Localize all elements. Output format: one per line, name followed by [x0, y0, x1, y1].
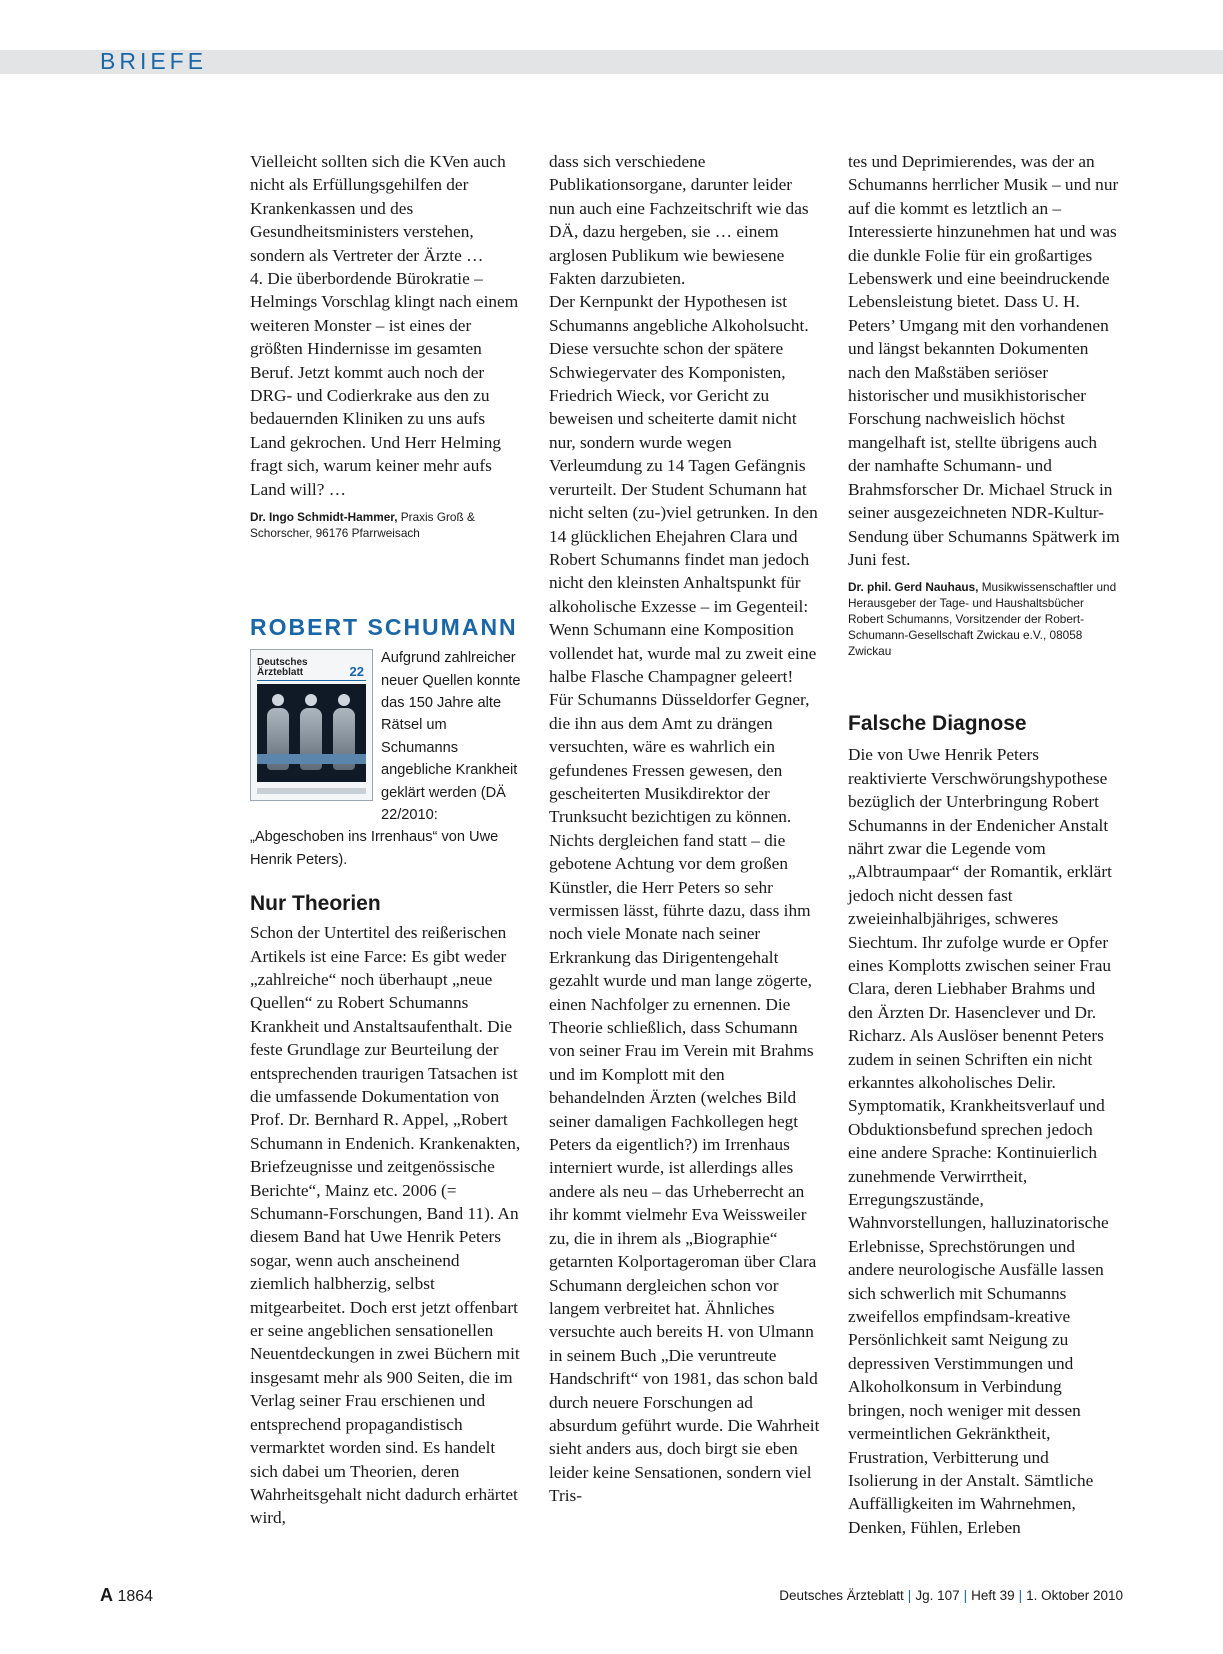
page-letter: A: [100, 1585, 113, 1605]
cover-rule: [257, 680, 366, 681]
cover-title: Deutsches Ärzteblatt: [257, 657, 308, 679]
letter-2-author: Dr. phil. Gerd Nauhaus,: [848, 580, 979, 595]
column-2: [549, 150, 821, 1508]
journal-citation: [779, 1587, 1123, 1605]
letter-2-text-part-1: Schon der Untertitel des reißerischen Artikels ist eine Farce: Es gibt weder „zahlreiche“ noch überhaupt „neue Quellen“ zu Robert Schumanns Krankheit und Anstaltsaufenthalt. Die feste Grundlage zur Beurteilung der entsprechenden traurigen Tatsachen ist die umfassende Dokumentation von Prof. Dr. Bernhard R. Appel, „Robert Schumann in Endenich. Krankenakten, Briefzeugnisse und zeitgenössische Berichte“, Mainz etc. 2006 (= Schumann-Forschungen, Band 11). An diesem Band hat Uwe Henrik Peters sogar, wenn auch anscheinend ziemlich halbherzig, selbst mitgearbeitet. Doch erst jetzt offenbart er seine angeblichen sensationellen Neuentdeckungen in zwei Büchern mit insgesamt mehr als 900 Seiten, die im Verlag seiner Frau erschienen und entsprechend propagandistisch vermarktet worden sind. Es handelt sich dabei um Theorien, deren Wahrheitsgehalt nicht dadurch erhärtet wird,: [250, 923, 521, 1528]
magazine-cover-image: [250, 649, 373, 801]
topic-title: ROBERT SCHUMANN: [250, 614, 518, 641]
page-number: [100, 1585, 153, 1607]
cover-issue-number: 22: [349, 664, 364, 680]
letter-2-heading: Nur Theorien: [250, 892, 381, 916]
section-label: BRIEFE: [100, 48, 208, 74]
letter-2-text-part-3: tes und Deprimierendes, was der an Schumanns herrlicher Musik – und nur auf die kommt es letztlich an – Interessierte hinzunehmen hat und was die dunkle Folie für ein großartiges Lebenswerk und eine beeindruckende Lebensleistung bietet. Dass U. H. Peters’ Umgang mit den vorhandenen und längst bekannten Dokumenten nach den Maßstäben seriöser historischer und musikhistorischer Forschung nachweislich höchst mangelhaft ist, stellte übrigens auch der namhafte Schumann- und Brahmsforscher Dr. Michael Struck in seiner ausgezeichneten NDR-Kultur-Sendung über Schumanns Spätwerk im Juni fest.: [848, 152, 1120, 569]
letter-3-text: Die von Uwe Henrik Peters reaktivierte Verschwörungshypothese bezüglich der Unterbringung Robert Schumanns in der Endenicher Anstalt nährt zwar die Legende vom „Albtraumpaar“ der Romantik, erklärt jedoch nicht dessen fast zweieinhalbjähriges, schweres Siechtum. Ihr zufolge wurde er Opfer eines Komplotts zwischen seiner Frau Clara, deren Liebhaber Brahms und den Ärzten Dr. Hasenclever und Dr. Richarz. Als Auslöser benennt Peters zudem in seinen Schriften ein nicht erkanntes alkoholisches Delir. Symptomatik, Krankheitsverlauf und Obduktionsbefund sprechen jedoch eine andere Sprache: Kontinuierlich zunehmende Verwirrtheit, Erregungszustände, Wahnvorstellungen, halluzinatorische Erlebnisse, Sprechstörungen und andere neurologische Ausfälle lassen sich schwerlich mit Schumanns zweifellos empfindsam-kreative Persönlichkeit samt Neigung zu depressiven Verstimmungen und Alkoholkonsum in Verbindung bringen, noch weniger mit dessen vermeintlichen Gekränktheit, Frustration, Verbitterung und Isolierung in der Anstalt. Sämtliche Auffälligkeiten im Wahrnehmen, Denken, Fühlen, Erleben: [848, 745, 1112, 1537]
footer-separator: |: [907, 1588, 912, 1603]
letter-1-signature: [250, 509, 522, 541]
footer-separator: |: [1018, 1588, 1023, 1603]
letter-1-author: Dr. Ingo Schmidt-Hammer,: [250, 510, 398, 525]
column-3: [848, 150, 1120, 1539]
column-1: [250, 150, 522, 1530]
topic-intro-text: Aufgrund zahlreicher neuer Quellen konnte das 150 Jahre alte Rätsel um Schumanns angebliche Krankheit geklärt werden (DÄ 22/2010: „Abgeschoben ins Irrenhaus“ von Uwe Henrik Peters).: [250, 650, 521, 868]
letter-3-heading: Falsche Diagnose: [848, 712, 1027, 736]
letter-2-text-part-2: dass sich verschiedene Publikationsorgane, darunter leider nun auch eine Fachzeitschrift wie das DÄ, dazu hergeben, sie … einem arglosen Publikum wie bewiesene Fakten darzubieten. Der Kernpunkt der Hypothesen ist Schumanns angebliche Alkoholsucht. Diese versuchte schon der spätere Schwiegervater des Komponisten, Friedrich Wieck, vor Gericht zu beweisen und scheiterte damit nicht nur, sondern wurde wegen Verleumdung zu 14 Tagen Gefängnis verurteilt. Der Student Schumann hat nicht selten (zu-)viel getrunken. In den 14 glücklichen Ehejahren Clara und Robert Schumanns findet man jedoch nicht den kleinsten Anhaltspunkt für alkoholische Exzesse – im Gegenteil: Wenn Schumann eine Komposition vollendet hat, wurde mal zu zweit eine halbe Flasche Champagner geleert! Für Schumanns Düsseldorfer Gegner, die ihn aus dem Amt zu drängen versuchten, wäre es wahrlich ein gefundenes Fressen gewesen, den gescheiterten Musikdirektor der Trunksucht bezichtigen zu können. Nichts dergleichen fand statt – die gebotene Achtung vor dem großen Künstler, die Herr Peters so sehr vermissen lässt, führte dazu, dass ihm noch viele Monate nach seiner Erkrankung das Dirigentengehalt gezahlt wurde und man lange zögerte, einen Nachfolger zu ernennen. Die Theorie schließlich, dass Schumann von seiner Frau im Verein mit Brahms und im Komplott mit den behandelnden Ärzten (welches Bild seiner damaligen Fachkollegen hegt Peters da eigentlich?) im Irrenhaus interniert wurde, ist allerdings alles andere als neu – das Urheberrecht an ihr kommt vielmehr Eva Weissweiler zu, die in ihrem als „Biographie“ getarnten Kolportageroman über Clara Schumann dergleichen schon vor langem verbreitet hat. Ähnliches versuchte auch bereits H. von Ulmann in seinem Buch „Die veruntreute Handschrift“ von 1981, das schon bald durch neuere Forschungen ad absurdum geführt wurde. Die Wahrheit sieht anders aus, doch birgt sie eben leider keine Sensationen, sondern viel Tris-: [549, 152, 820, 1506]
footer-separator: |: [963, 1588, 968, 1603]
journal-date: 1. Oktober 2010: [1026, 1588, 1123, 1603]
letter-1-affiliation: Praxis Groß & Schorscher, 96176 Pfarrweisach: [250, 510, 475, 541]
cover-footer-strip: [257, 788, 366, 794]
letter-1-text: Vielleicht sollten sich die KVen auch nicht als Erfüllungsgehilfen der Krankenkassen und des Gesundheitsministers verstehen, sondern als Vertreter der Ärzte … 4. Die überbordende Bürokratie – Helmings Vorschlag klingt nach einem weiteren Monster – ist eines der größten Hindernisse im gesamten Beruf. Jetzt kommt auch noch der DRG- und Codierkrake aus den zu bedauernden Kliniken zu uns aufs Land gekrochen. Und Herr Helming fragt sich, warum keiner mehr aufs Land will? …: [250, 152, 519, 499]
cover-xray-picture: [257, 684, 366, 782]
topic-intro: [250, 647, 522, 871]
letter-2-affiliation: Musikwissenschaftler und Herausgeber der Tage- und Haushaltsbücher Robert Schumanns, Vorsitzender der Robert-Schumann-Gesellschaft Zwickau e.V., 08058 Zwickau: [848, 580, 1117, 659]
journal-volume: Jg. 107: [915, 1588, 960, 1603]
letter-2-signature: [848, 579, 1120, 659]
journal-issue: Heft 39: [971, 1588, 1015, 1603]
page-number-value: 1864: [113, 1588, 154, 1605]
cover-band: [257, 754, 366, 764]
journal-name: Deutsches Ärzteblatt: [779, 1588, 904, 1603]
